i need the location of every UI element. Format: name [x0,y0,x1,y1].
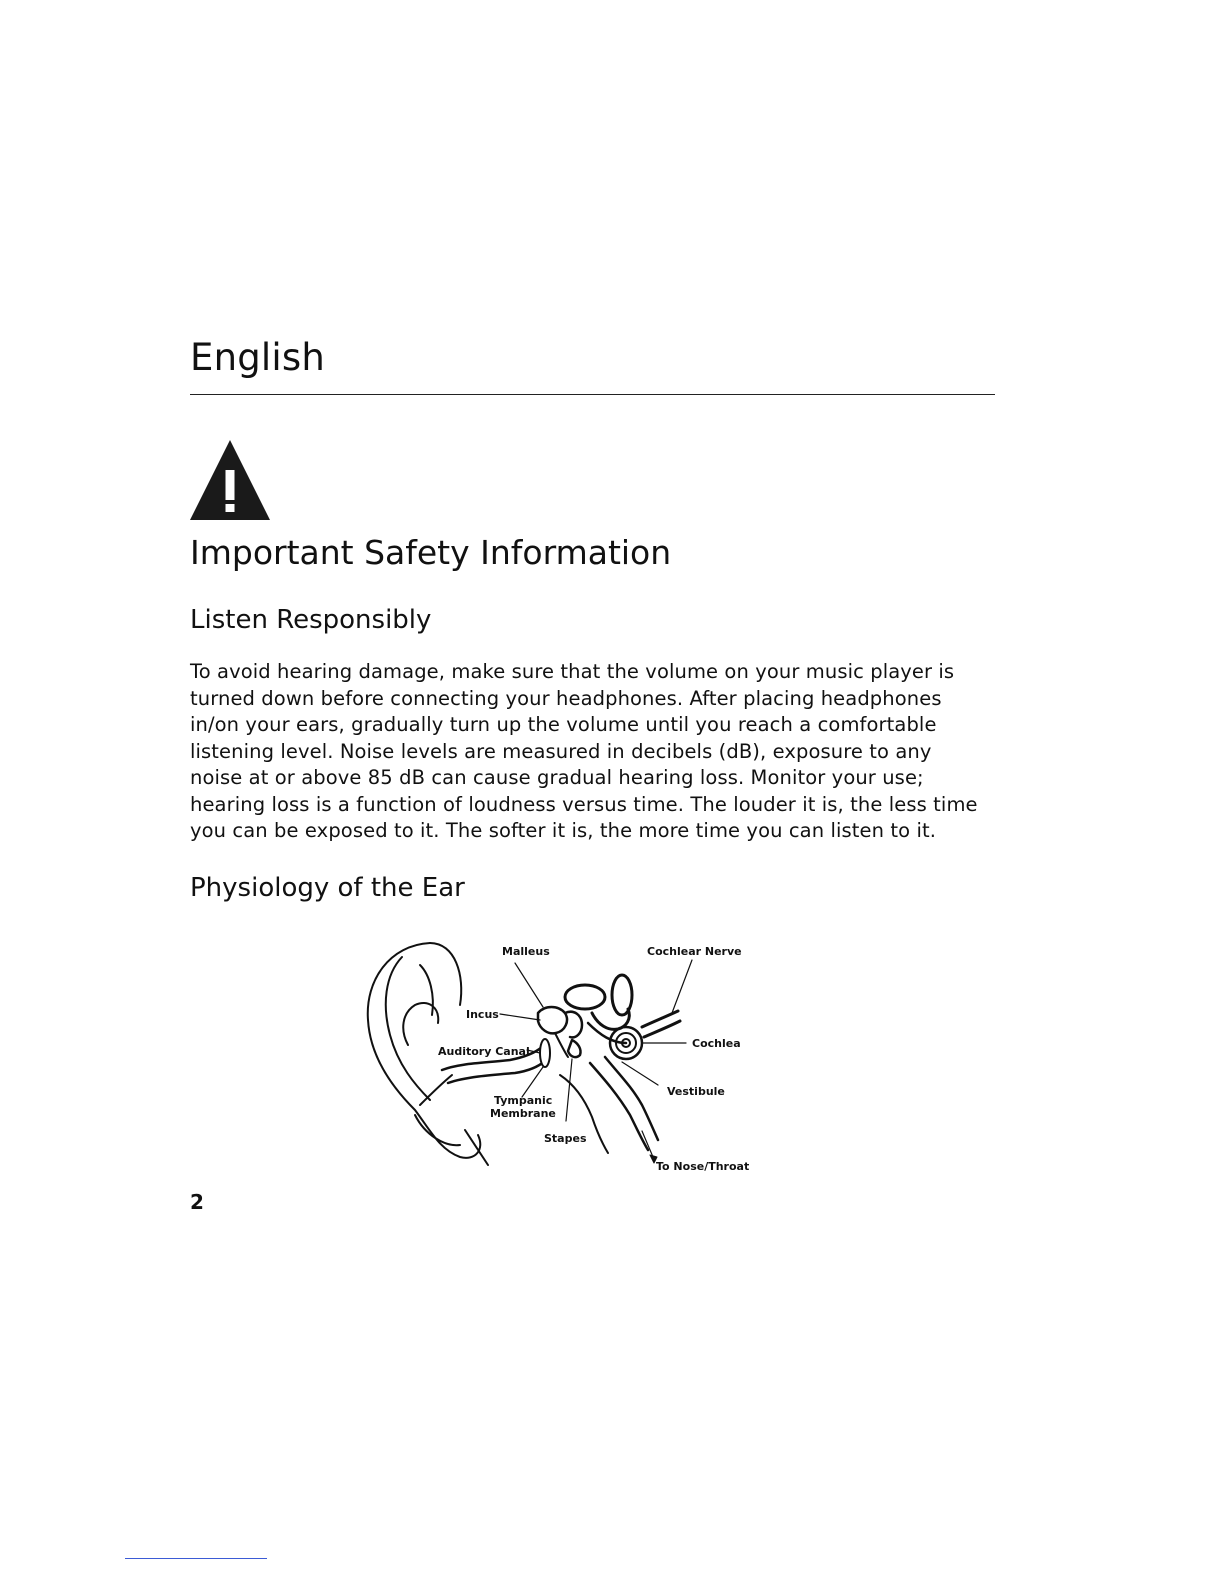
paragraph-line: hearing loss is a function of loudness versus time. The louder it is, the less time [190,792,978,816]
warning-triangle-icon [190,440,270,520]
paragraph-line: listening level. Noise levels are measured in decibels (dB), exposure to any [190,739,932,763]
language-heading: English [190,336,326,379]
header-divider [190,394,995,395]
label-malleus: Malleus [502,945,550,958]
label-auditory-canal: Auditory Canal [438,1045,530,1058]
bottom-underline [125,1558,267,1559]
label-vestibule: Vestibule [667,1085,725,1098]
ear-diagram [360,935,760,1175]
paragraph-line: turned down before connecting your headphones. After placing headphones [190,686,942,710]
label-tympanic-line-1: Tympanic [494,1094,553,1107]
page-number: 2 [190,1190,204,1214]
section-heading-physiology-of-the-ear: Physiology of the Ear [190,873,465,903]
label-incus: Incus [466,1008,499,1021]
paragraph-line: you can be exposed to it. The softer it is, the more time you can listen to it. [190,819,937,842]
page-title: Important Safety Information [190,533,672,572]
paragraph-line: in/on your ears, gradually turn up the volume until you reach a comfortable [190,713,937,736]
label-tympanic-membrane [494,1094,552,1107]
paragraph-line: noise at or above 85 dB can cause gradual hearing loss. Monitor your use; [190,766,924,789]
label-cochlea: Cochlea [692,1037,741,1050]
paragraph-line: To avoid hearing damage, make sure that the volume on your music player is [190,660,955,683]
listen-responsibly-paragraph [190,659,990,845]
label-stapes: Stapes [544,1132,587,1145]
label-cochlear-nerve: Cochlear Nerve [647,945,742,958]
label-membrane: Membrane [490,1107,556,1120]
section-heading-listen-responsibly: Listen Responsibly [190,605,432,635]
label-to-nose-throat: To Nose/Throat [656,1160,750,1173]
